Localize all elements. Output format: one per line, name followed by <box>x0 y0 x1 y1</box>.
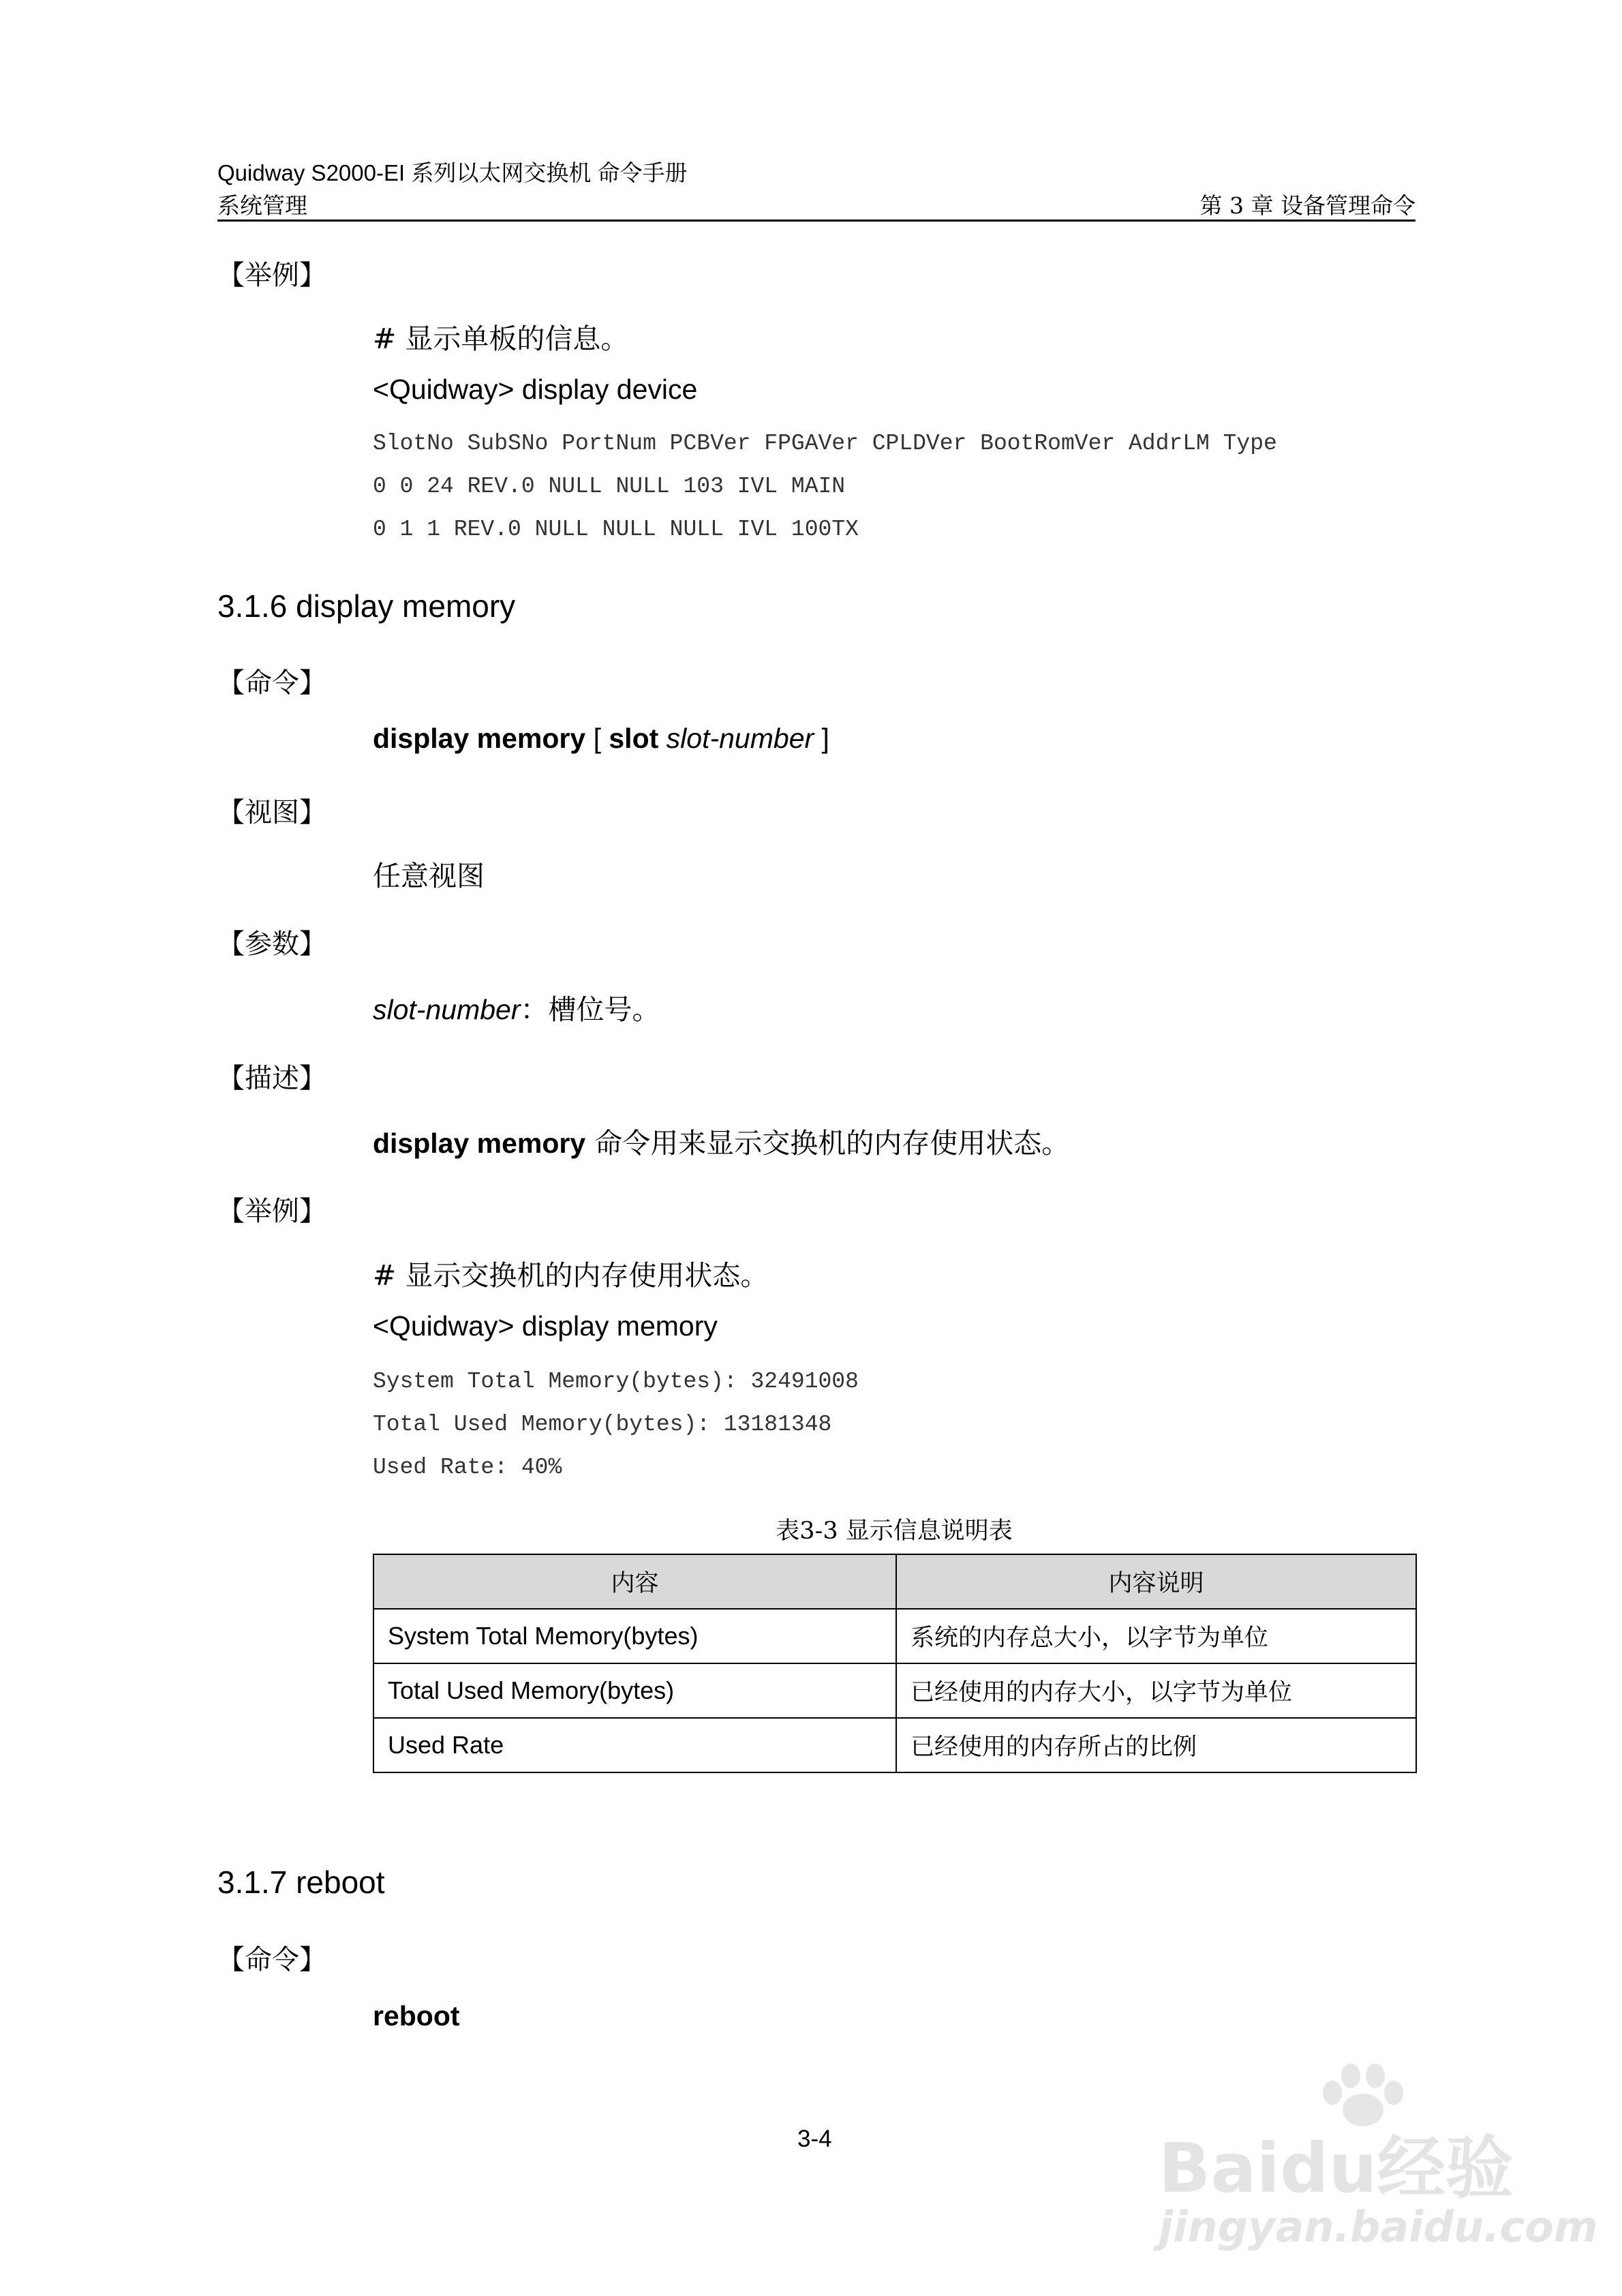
section-heading-display-memory: 3.1.6 display memory <box>217 588 516 624</box>
bracket-open: [ <box>585 723 609 754</box>
baidu-watermark <box>1159 2059 1598 2263</box>
device-row-2: 0 1 1 REV.0 NULL NULL NULL IVL 100TX <box>373 517 859 542</box>
desc-text: 命令用来显示交换机的内存使用状态。 <box>585 1127 1070 1160</box>
command-label: 【命令】 <box>217 667 326 699</box>
header-rule <box>217 220 1416 222</box>
bracket-close: ] <box>814 723 829 754</box>
table-row <box>373 1718 1416 1772</box>
slot-keyword: slot <box>609 723 659 754</box>
example2-comment: # 显示交换机的内存使用状态。 <box>373 1259 769 1292</box>
param-name: slot-number <box>373 994 521 1025</box>
section-name: 系统管理 <box>217 192 307 219</box>
memory-output-line-2: Total Used Memory(bytes): 13181348 <box>373 1412 832 1437</box>
table-cell: Total Used Memory(bytes) <box>373 1663 896 1718</box>
param-desc: ：槽位号。 <box>520 993 660 1026</box>
desc-command: display memory <box>373 1128 586 1159</box>
slot-number-arg: slot-number <box>658 723 814 754</box>
table-caption: 表3-3 显示信息说明表 <box>776 1517 1013 1545</box>
device-row-1: 0 0 24 REV.0 NULL NULL 103 IVL MAIN <box>373 474 846 499</box>
param-line <box>373 987 660 1027</box>
table-cell: System Total Memory(bytes) <box>373 1609 896 1663</box>
command-syntax <box>373 723 829 755</box>
table-row <box>373 1663 1416 1718</box>
table-cell: 已经使用的内存大小，以字节为单位 <box>896 1663 1416 1718</box>
view-text: 任意视图 <box>373 860 485 892</box>
param-label: 【参数】 <box>217 928 326 960</box>
desc-line <box>373 1121 1069 1161</box>
memory-info-table <box>373 1554 1417 1773</box>
command-keyword: display memory <box>373 723 586 754</box>
memory-output-line-1: System Total Memory(bytes): 32491008 <box>373 1369 859 1394</box>
table-cell: 系统的内存总大小，以字节为单位 <box>896 1609 1416 1663</box>
device-table-header: SlotNo SubSNo PortNum PCBVer FPGAVer CPLDVer BootRomVer AddrLM Type <box>373 431 1277 456</box>
example2-label: 【举例】 <box>217 1196 326 1227</box>
example-comment: # 显示单板的信息。 <box>373 322 629 355</box>
page-number: 3-4 <box>797 2126 832 2152</box>
reboot-command-label: 【命令】 <box>217 1944 326 1976</box>
table-header-cell: 内容 <box>373 1554 896 1609</box>
example2-prompt: <Quidway> display memory <box>373 1310 718 1342</box>
memory-output-line-3: Used Rate: 40% <box>373 1455 562 1480</box>
desc-label: 【描述】 <box>217 1063 326 1094</box>
table-cell: Used Rate <box>373 1718 896 1772</box>
view-label: 【视图】 <box>217 797 326 828</box>
watermark-url: jingyan.baidu.com <box>1159 2202 1598 2252</box>
reboot-command: reboot <box>373 2000 460 2031</box>
manual-title: Quidway S2000-EI 系列以太网交换机 命令手册 <box>217 160 688 185</box>
example-prompt: <Quidway> display device <box>373 374 698 405</box>
section-heading-reboot: 3.1.7 reboot <box>217 1864 385 1900</box>
table-cell: 已经使用的内存所占的比例 <box>896 1718 1416 1772</box>
chapter-name: 第 3 章 设备管理命令 <box>1199 192 1416 219</box>
table-row <box>373 1609 1416 1663</box>
table-header-cell: 内容说明 <box>896 1554 1416 1609</box>
table-header-row <box>373 1554 1416 1609</box>
example-label: 【举例】 <box>217 260 326 291</box>
watermark-logo: Baidu经验 <box>1159 2128 1514 2208</box>
